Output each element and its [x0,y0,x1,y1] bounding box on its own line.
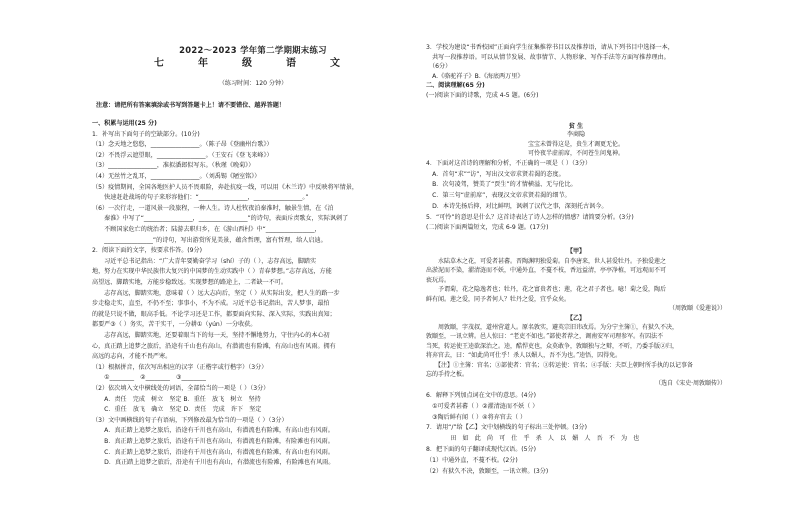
question-line: （1）根据拼音，依次写出相应的汉字（正楷字或行楷字）（3分） [92,363,268,371]
question-line: A．首句“求”“访”，写出汉文帝求贤若渴的态度。 [426,170,565,178]
question-line: (一)阅读下面的诗歌，完成 4-5 题。(6分) [426,92,539,99]
question-line: 高望远、脚踏实地，方能步稳致远。实现梦想的路途上，二者缺一不可。 [92,279,287,286]
question-line: 秦淮》中写了“________________，________________”的诗句，表面斥责歌女，实际讽刺了 [92,215,349,223]
question-line: 快速赶赴战场的句子来形容他们：“________________，________________。” [92,194,309,202]
question-line: （6分） [426,63,452,71]
passage-line: 鲜有闻。莲之爱，同予者何人？牡丹之爱，宜乎众矣。 [426,295,571,303]
question-line: 5．“可怜”的意思是什么？这首诗表达了诗人怎样的情感？请简要分析。(3分) [426,213,634,221]
question-line: （4）无丝竹之乱耳，________________。（刘禹锡《陋室铭》） [92,173,261,180]
passage-line: （周敦颐《爱莲说》） [668,305,726,312]
question-line: 共写一段推荐语。可以从情节发展、故事情节、人物形象、写作手法等方面写推荐理由。 [426,53,670,61]
passage-line: 当死，转运使王逵欲深治之。逵，酷悍吏也，众莫敢争，敦颐独与之辩，不听，乃委手版②归， [426,342,679,350]
question-line: A.《骆驼祥子》B.《海底两万里》 [426,72,524,80]
passage-line: 忘的手持之板。 [426,371,469,378]
question-line: 习近平总书记指出：“广大青年要勤奋学习（shí）子的（ ），志存高远，脚踏实 [92,257,317,265]
question-line: 8．把下面的句子翻译成现代汉语。(5分) [426,446,537,453]
poem-line-1: 宝宝未曾得这是，贵生才调更无伦。 [527,141,624,148]
passage-line: 亵玩焉。 [426,276,451,284]
question-line: 的就是只说不做，眼高手低。不论学习还是工作，都要面向实际、深入实际，实践出真知； [92,310,336,318]
question-line: ________________”的诗句，写出游赏所见美景，蕴含哲理，富有哲理，给人启迪。 [92,236,327,244]
question-line: （3）文中画横线的句子有语病，下列修改最为恰当的一项是（ ）（3分） [92,416,288,424]
question-line: C．第三句“虚前席”，表现汉文帝求贤若渴的细节。 [426,192,571,200]
question-line: 7．请用“/”给【乙】文中划横线的句子标出三处停顿。(3分) [426,424,588,432]
question-line: (二)阅读下面两篇短文，完成 6-9 题。(17分) [426,224,549,232]
question-line: （2）不畏浮云遮望眼，________________。（王安石《登飞来峰》） [92,151,273,159]
right-column [426,0,726,530]
question-line: C．重任 放飞 确立 坚定 D．责任 完成 许下 坚定 [92,406,262,414]
subject-title: 七 年 级 语 文 [154,58,352,69]
question-line: D．本诗先扬后抑，对比鲜明，讽刺了汉代之事，深刻托古讽今。 [426,202,608,210]
passage-line: （选自《宋史·周敦颐传》） [655,380,726,388]
question-line: 1．补写出下面句子的空缺部分。(10分) [92,130,200,138]
question-line: 不顾国家危亡的统治者；陆游去职归乡，在《游山西村》中“________________， [92,226,321,233]
question-line: 心，真正踏上追梦之旅后，沿途有千山也有高山，有潜流也有险滩，有高山也有风雨。拥有 [92,342,336,350]
question-line: 都要严③（ ）务实，苦干实干，一分耕①（yún）一分收获。 [92,321,257,329]
question-line: （2）依次填入文中横线处的词语，全部恰当的一项是（ ）（3分） [92,385,270,392]
passage-line: 周敦颐，字茂叔，道州营道人。原名敦实，避英宗旧讳改焉。为分宁主簿①，有狱久不决， [426,324,679,331]
passage-a-label: 【甲】 [566,248,586,255]
passage-line: 将弃官去，曰：“如此尚可仕乎！杀人以媚人，吾不为也。”逵悟，囚得免。 [426,352,622,360]
question-line: A．责任 完成 树立 坚定 B．重任 放飞 树立 坚持 [92,395,261,403]
question-line: 高远的志向，才能不畏严寒。 [92,353,172,361]
question-line: B．真正踏上追梦之旅后，沿途有千川也有高山，有潜流也有险滩，有险滩也有风雨。 [92,438,334,445]
left-column [92,0,414,530]
question-line: 志存高远，脚踏实地，意味着（ ）远大志向后，坚定（ ）从实际出发，把人生的路一步 [92,289,340,297]
question-line: （1）中通外直，不蔓不枝。(2分) [426,456,518,464]
question-line: 2．阅读下面的文字，按要求作答。(9分) [92,247,203,255]
question-line: （6）一次行走，一道风景一段旅程，一种人生。诗人杜牧夜泊秦淮时，触景生情，在《泊 [92,204,334,212]
question-line: A．真正踏上追梦之旅后，沿途有千川也有高山，有潜流也有险滩，有高山也有风雨。 [92,427,334,435]
question-line: （3）________________，准拟潘郎似写东。（秋瑾《晚菊》） [92,162,255,170]
passage-b-label: 【乙】 [566,315,586,322]
poem-line-2: 可怜夜半虚前席，不问苍生问鬼神。 [527,150,624,157]
question-line: ①可爱者甚蕃（ ）②濯清涟而不妖（ ） [426,402,539,410]
question-line: 步走稳走实，直至，不仍不至；事事小，不为不成。习近平总书记指出，苦人梦事，最怕 [92,300,330,308]
question-line: 田 如 此 尚 可 仕 乎 杀 人 以 媚 人 吾 不 为 也 [426,435,640,443]
question-line: 6．解释下列加点词在文中的意思。(4分) [426,392,537,399]
time-note: （练习时间：120 分钟） [218,80,288,87]
question-line: 一、积累与运用(25 分) [92,120,157,127]
poem-author: 李商隐 [566,131,586,138]
notice: 注意：请把所有答案填涂或书写到答题卡上！请不要错位、越界答题！ [96,102,285,109]
question-line: D．真正踏上追梦之旅后，沿途有千川也有高山，有潜流也有险滩，有险滩也有风雨。 [92,459,335,467]
question-line: 4．下面对这首诗的理解和分析，不正确的一项是（ ）（3分） [426,160,592,167]
passage-line: 出淤泥而不染，濯清涟而不妖，中通外直，不蔓不枝，香远益清，亭亭净植，可远观而不可 [426,267,667,275]
question-line: ③陶后鲜有闻（ ）④将弃官去（ ） [426,413,527,421]
question-line: B．次句凌驾，赞美了“贾生”的才情横溢、无与伦比。 [426,181,577,189]
question-line: 志存高远，脚踏实地，还要着眼当下的每一天，坚持不懈地努力，守住内心的本心初 [92,332,330,339]
question-line: 地，努力在实现中华民族伟大复兴的中国梦的生动实践中（ ）青春梦想。”志存高远，方能 [92,268,332,276]
question-line: 3．学校为建设“书香校园”正面向学生征集推荐书目以及推荐语，请从下列书目中选择一本， [426,44,674,51]
exam-title: 2022～2023 学年第二学期期末练习 [179,45,327,55]
question-line: 二、阅读理解(65 分) [426,82,485,90]
question-line: C．真正踏上追梦之旅后，沿途有千川也有高山，有潜流也有险滩，有高山也有风雨。 [92,448,334,456]
passage-line: 水陆草木之花，可爱者甚蕃。晋陶渊明独爱菊。自李唐来，世人甚爱牡丹。予独爱莲之 [426,258,667,265]
question-line: （2）有狱久不决，敦颐至，一讯立辨。(3分) [426,467,549,475]
passage-line: 予谓菊，花之隐逸者也；牡丹，花之富贵者也；莲，花之君子者也。噫！菊之爱，陶后 [426,286,667,294]
question-line: （1）念天地之悠悠，________________。（陈子昂《登幽州台歌》） [92,141,273,149]
passage-line: 敦颐至，一讯立辨。邑人惊曰：“老吏不如也。”部使者荐之，调南安军司理参军。有囚法不 [426,333,664,341]
poem-title: 贫 生 [568,123,584,130]
passage-line: 【注】①主簿：官名；③部使者：官名；③转运使：官名；④手版：夫臣上朝时所手执的以记事备 [426,361,694,369]
question-line: （5）疫情期间，全国各地医护人员不畏艰险，奔赴抗疫一线，可以用《木兰诗》中反映将军情景， [92,183,358,191]
question-line: ①________ ②________ ③________ [92,374,206,382]
